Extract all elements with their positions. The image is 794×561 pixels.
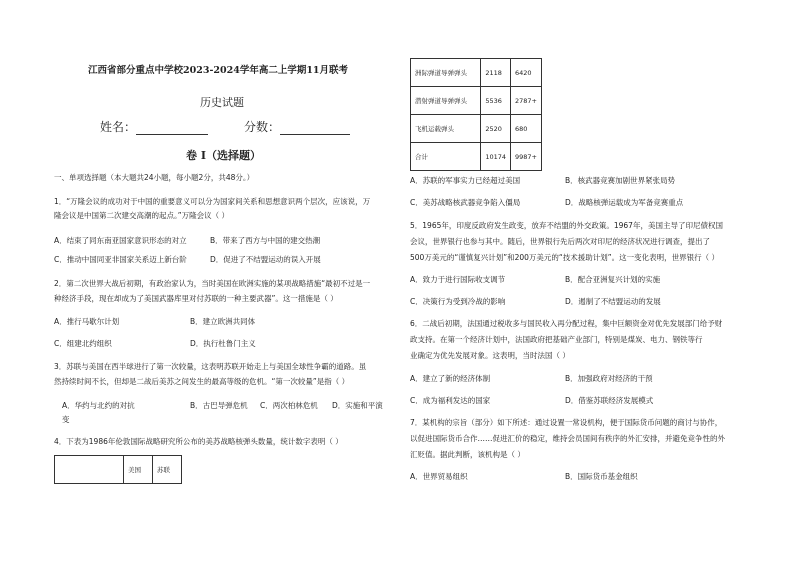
- q7-line-3: 汇贬值。据此判断，该机构是（ ）: [410, 450, 525, 459]
- table-row: [411, 143, 542, 171]
- q4-line: 4．下表为1986年伦敦国际战略研究所公布的美苏战略核弹头数量，统计数字表明（ ）: [54, 437, 343, 446]
- q5-option-b[interactable]: B．配合亚洲复兴计划的实施: [565, 275, 661, 284]
- volume-heading: 卷 I（选择题）: [186, 149, 261, 162]
- q4-table: [410, 58, 542, 171]
- row-name: 飞机运载弹头: [411, 115, 481, 143]
- q1-option-d[interactable]: D．促进了不结盟运动的误入开展: [210, 255, 321, 264]
- q4-option-b[interactable]: B．核武器竞赛加剧世界紧张局势: [565, 176, 676, 185]
- table-row: [411, 115, 542, 143]
- name-label: 姓名：: [100, 120, 137, 134]
- q2-option-a[interactable]: A．推行马歇尔计划: [54, 317, 120, 326]
- q1-line-1: 1．“万隆会议的成功对于中国的重要意义可以分为国家间关系和思想意识两个层次，应该说，万: [54, 197, 371, 206]
- q4-table-header: [54, 455, 182, 484]
- q4-header-ussr: 苏联: [153, 456, 182, 484]
- row-ussr: 2787+: [511, 87, 542, 115]
- score-label: 分数：: [244, 120, 281, 134]
- q5-line-1: 5．1965年，印度反政府发生政变，放弃不结盟的外交政策。1967年，美国主导了印尼债权国: [410, 221, 723, 230]
- row-name: 洲际弹道导弹弹头: [411, 59, 481, 87]
- name-blank[interactable]: [136, 122, 208, 135]
- table-row: [411, 59, 542, 87]
- row-ussr: 680: [511, 115, 542, 143]
- q2-option-b[interactable]: B．建立欧洲共同体: [190, 317, 256, 326]
- row-ussr: 6420: [511, 59, 542, 87]
- score-blank[interactable]: [280, 122, 350, 135]
- q2-option-d[interactable]: D．执行杜鲁门主义: [190, 339, 256, 348]
- q4-header-blank: [55, 456, 124, 484]
- q3-line-2: 然持续时间不长，但却是二战后美苏之间发生的最高等级的危机。“第一次较量”是指（ ）: [54, 377, 350, 386]
- table-row: [411, 87, 542, 115]
- score-field[interactable]: [244, 118, 350, 135]
- name-field[interactable]: [100, 118, 208, 135]
- exam-title: 江西省部分重点中学校2023-2024学年高二上学期11月联考: [88, 65, 349, 76]
- q7-line-2: 以促进国际货币合作……促进汇价的稳定，维持会员国间有秩序的外汇安排，并避免竞争性的外: [410, 434, 725, 443]
- q6-option-b[interactable]: B．加强政府对经济的干预: [565, 374, 653, 383]
- q5-line-2: 会议，世界银行也参与其中。随后，世界银行先后两次对印尼的经济状况进行调查，提出了: [410, 237, 710, 246]
- q3-line-1: 3．苏联与美国在西半球进行了第一次较量，这表明苏联开始走上与美国全球性争霸的道路。虽: [54, 362, 367, 371]
- row-usa: 2520: [481, 115, 511, 143]
- q3-option-a[interactable]: A．华约与北约的对抗: [62, 401, 135, 410]
- q5-line-3: 500万美元的“谨慎复兴计划”和200万美元的“技术援助计划”。这一变化表明，世界银行（ ）: [410, 253, 720, 262]
- q7-line-1: 7．某机构的宗旨（部分）如下所述：通过设置一常设机构，便于国际货币问题的商讨与协作，: [410, 418, 723, 427]
- q3-option-c[interactable]: C．两次柏林危机: [260, 401, 318, 410]
- q4-option-a[interactable]: A．苏联的军事实力已经超过美国: [410, 176, 521, 185]
- row-usa: 5536: [481, 87, 511, 115]
- q1-option-c[interactable]: C．推动中国同亚非国家关系迈上新台阶: [54, 255, 187, 264]
- q7-option-b[interactable]: B．国际货币基金组织: [565, 472, 638, 481]
- q4-option-c[interactable]: C．美苏战略核武器竞争陷入僵局: [410, 198, 521, 207]
- q5-option-a[interactable]: A．致力于进行国际收支调节: [410, 275, 506, 284]
- q6-option-d[interactable]: D．借鉴苏联经济发展模式: [565, 396, 654, 405]
- q7-option-a[interactable]: A．世界贸易组织: [410, 472, 468, 481]
- q6-line-1: 6．二战后初期，法国通过税收多与国民收入再分配过程，集中巨额资金对优先发展部门给予财: [410, 319, 723, 328]
- row-usa: 2118: [481, 59, 511, 87]
- q2-line-2: 种经济手段，现在却成为了美国武器库里对付苏联的一种主要武器”。这一措施是（ ）: [54, 294, 338, 303]
- q3-option-b[interactable]: B．古巴导弹危机: [190, 401, 248, 410]
- row-ussr: 9987+: [511, 143, 542, 171]
- q4-option-d[interactable]: D．战略核弹运载成为军备竞赛重点: [565, 198, 684, 207]
- q6-line-3: 业确定为优先发展对象。这表明，当时法国（ ）: [410, 351, 570, 360]
- q5-option-c[interactable]: C．决策行为受到冷战的影响: [410, 297, 506, 306]
- q6-line-2: 政支持。在第一个经济计划中，法国政府把基础产业部门，特别是煤炭、电力、钢铁等行: [410, 335, 703, 344]
- q3-option-d-wrap: 变: [62, 415, 70, 424]
- q1-option-b[interactable]: B．带来了西方与中国的建交热潮: [210, 236, 321, 245]
- q1-line-2: 隆会议是中国第二次建交高潮的起点。”万隆会议（ ）: [54, 211, 230, 220]
- q5-option-d[interactable]: D．遏制了不结盟运动的发展: [565, 297, 661, 306]
- row-usa: 10174: [481, 143, 511, 171]
- row-name: 潜射弹道导弹弹头: [411, 87, 481, 115]
- q6-option-c[interactable]: C．成为福利发达的国家: [410, 396, 491, 405]
- q1-option-a[interactable]: A．结束了同东南亚国家意识形态的对立: [54, 236, 187, 245]
- q4-header-usa: 美国: [124, 456, 153, 484]
- subject-title: 历史试题: [200, 96, 244, 109]
- q3-option-d[interactable]: D．实施和平演: [332, 401, 383, 410]
- q6-option-a[interactable]: A．建立了新的经济体制: [410, 374, 491, 383]
- q2-line-1: 2．第二次世界大战后初期，有政治家认为，当时美国在欧洲实施的某项战略措施“最初不过是一: [54, 279, 371, 288]
- section-heading: 一、单项选择题（本大题共24小题，每小题2分，共48分。）: [54, 173, 255, 182]
- q2-option-c[interactable]: C．组建北约组织: [54, 339, 112, 348]
- row-name: 合计: [411, 143, 481, 171]
